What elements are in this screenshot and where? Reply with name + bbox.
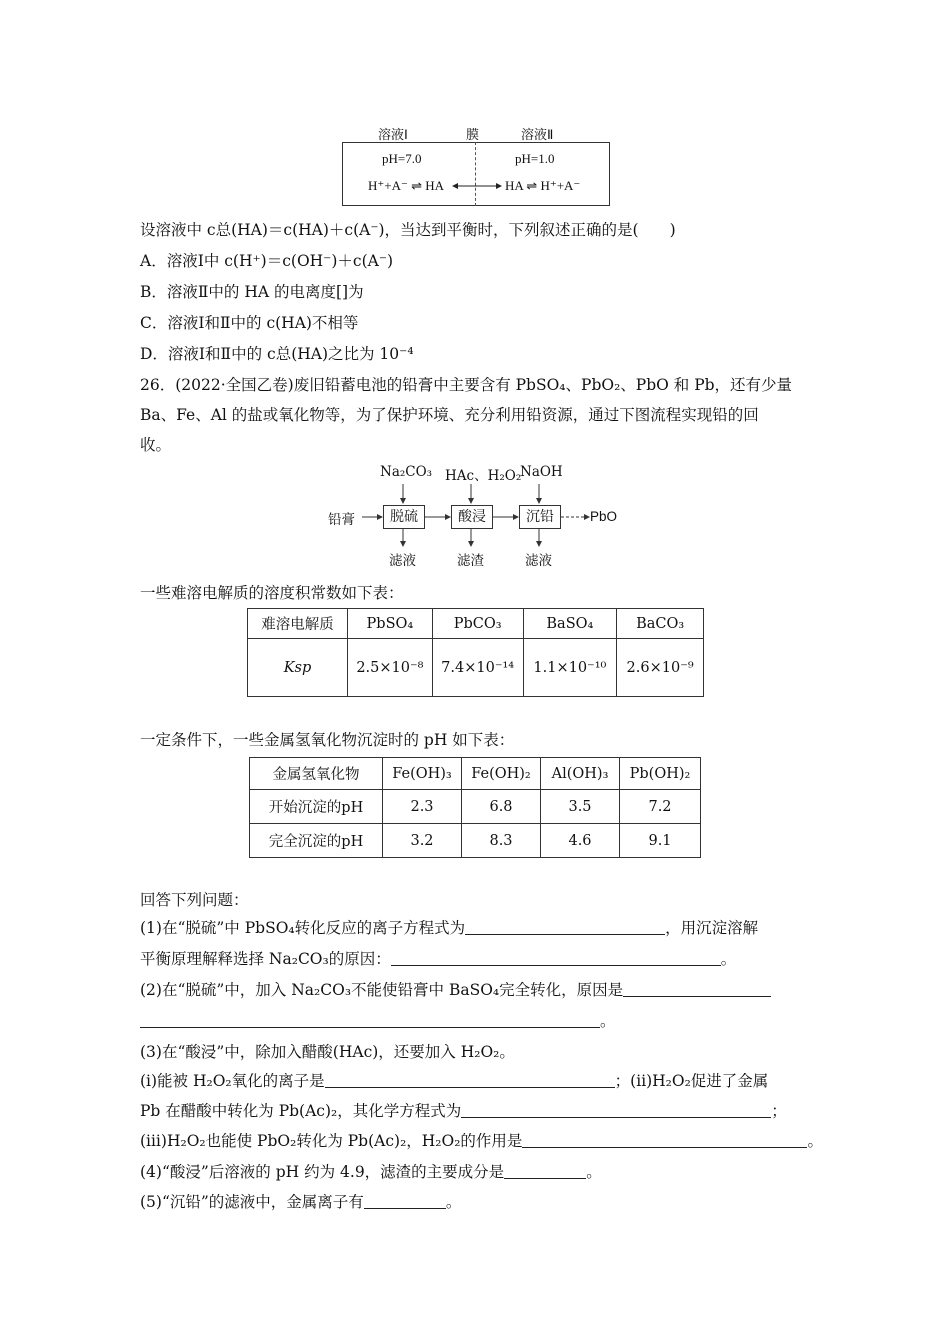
answer-blank[interactable] — [325, 1073, 615, 1088]
ph-header-cell: Pb(OH)₂ — [620, 758, 701, 790]
ph-header-cell: Fe(OH)₂ — [462, 758, 541, 790]
ph-value-cell: 6.8 — [462, 790, 541, 824]
ph-right: pH=1.0 — [515, 151, 555, 166]
ksp-header-cell: 难溶电解质 — [248, 609, 348, 639]
answer-blank[interactable] — [461, 1103, 771, 1118]
period: 。 — [720, 950, 737, 968]
question-2-line-1 — [140, 980, 771, 1000]
q5-text: (5)“沉铅”的滤液中，金属离子有 — [140, 1193, 364, 1211]
q3ii-text-b: Pb 在醋酸中转化为 Pb(Ac)₂，其化学方程式为 — [140, 1102, 462, 1120]
flow-arrows-icon — [360, 482, 592, 552]
ksp-header-cell: PbCO₃ — [432, 609, 523, 639]
question-3: (3)在“酸浸”中，除加入醋酸(HAc)，还要加入 H₂O₂。 — [140, 1043, 515, 1061]
output-filtrate-1: 滤液 — [389, 553, 416, 569]
membrane-line — [475, 142, 476, 206]
input-hac-h2o2: HAc、H₂O₂ — [445, 468, 522, 484]
answer-blank[interactable] — [623, 982, 771, 997]
question-3-iii — [140, 1131, 823, 1151]
equilibrium-right: HA ⇌ H⁺+A⁻ — [505, 178, 581, 193]
ksp-intro: 一些难溶电解质的溶度积常数如下表： — [140, 584, 404, 602]
ksp-value-cell: 1.1×10⁻¹⁰ — [523, 639, 617, 697]
q4-text: (4)“酸浸”后溶液的 pH 约为 4.9，滤渣的主要成分是 — [140, 1163, 505, 1181]
solution-1-label: 溶液Ⅰ — [378, 127, 408, 142]
equilibrium-left: H⁺+A⁻ ⇌ HA — [368, 178, 445, 193]
ksp-table — [247, 608, 704, 697]
solution-2-label: 溶液Ⅱ — [521, 127, 554, 142]
end-pbo: PbO — [590, 509, 618, 524]
ph-row-start — [250, 790, 701, 824]
question-3-i — [140, 1071, 768, 1091]
ph-left: pH=7.0 — [382, 151, 422, 166]
answer-blank[interactable] — [364, 1194, 446, 1209]
ksp-header-row — [248, 609, 704, 639]
semicolon: ； — [771, 1102, 787, 1120]
question-1-line-1 — [140, 918, 758, 938]
q3iii-text: (ⅲ)H₂O₂也能使 PbO₂转化为 Pb(Ac)₂，H₂O₂的作用是 — [140, 1132, 523, 1150]
answer-blank[interactable] — [140, 1013, 600, 1028]
ksp-header-cell: PbSO₄ — [348, 609, 433, 639]
step-acid-leach: 酸浸 — [451, 505, 493, 529]
period: 。 — [600, 1012, 616, 1030]
q1-text-c: 平衡原理解释选择 Na₂CO₃的原因： — [140, 950, 391, 968]
ksp-row-label: Ksp — [248, 639, 348, 697]
input-naoh: NaOH — [520, 464, 563, 480]
period: 。 — [807, 1132, 823, 1150]
step-lead-precipitation: 沉铅 — [519, 505, 561, 529]
answer-blank[interactable] — [504, 1164, 586, 1179]
question-3-ii — [140, 1101, 787, 1121]
q26-line-3: 收。 — [140, 436, 172, 454]
q3i-text: (ⅰ)能被 H₂O₂氧化的离子是 — [140, 1072, 325, 1090]
ph-row-label: 开始沉淀的pH — [250, 790, 383, 824]
start-lead-paste: 铅膏 — [328, 512, 355, 528]
double-arrow-icon — [452, 180, 502, 192]
question-4 — [140, 1162, 602, 1182]
q25-option-d: D．溶液Ⅰ和Ⅱ中的 c总(HA)之比为 10⁻⁴ — [140, 345, 414, 363]
question-1-line-2 — [140, 949, 736, 969]
ph-value-cell: 3.5 — [541, 790, 620, 824]
ph-header-cell: Fe(OH)₃ — [383, 758, 462, 790]
ph-header-cell: 金属氢氧化物 — [250, 758, 383, 790]
q25-option-a: A．溶液Ⅰ中 c(H⁺)＝c(OH⁻)＋c(A⁻) — [140, 252, 394, 270]
ph-header-row — [250, 758, 701, 790]
period: 。 — [586, 1163, 602, 1181]
ksp-value-cell: 7.4×10⁻¹⁴ — [432, 639, 523, 697]
ph-intro: 一定条件下，一些金属氢氧化物沉淀时的 pH 如下表： — [140, 731, 515, 749]
q26-line-2: Ba、Fe、Al 的盐或氧化物等，为了保护环境、充分利用铅资源，通过下图流程实现铅的回 — [140, 406, 759, 424]
step-desulfurization: 脱硫 — [383, 505, 425, 529]
ph-value-cell: 3.2 — [383, 824, 462, 858]
q25-option-b: B．溶液Ⅱ中的 HA 的电离度[]为 — [140, 283, 364, 301]
ph-row-complete — [250, 824, 701, 858]
ksp-header-cell: BaCO₃ — [617, 609, 704, 639]
ksp-value-cell: 2.6×10⁻⁹ — [617, 639, 704, 697]
q25-stem: 设溶液中 c总(HA)＝c(HA)＋c(A⁻)，当达到平衡时，下列叙述正确的是( ) — [140, 221, 676, 239]
ksp-value-row — [248, 639, 704, 697]
ph-table — [249, 757, 701, 858]
questions-intro: 回答下列问题： — [140, 891, 249, 909]
period: 。 — [445, 1193, 462, 1211]
q1-text: (1)在“脱硫”中 PbSO₄转化反应的离子方程式为 — [140, 919, 466, 937]
ph-value-cell: 4.6 — [541, 824, 620, 858]
answer-blank[interactable] — [465, 920, 665, 935]
input-na2co3: Na₂CO₃ — [380, 464, 433, 480]
output-filtrate-2: 滤液 — [525, 553, 552, 569]
ph-value-cell: 8.3 — [462, 824, 541, 858]
membrane-label: 膜 — [466, 127, 480, 142]
q3ii-text: ；(ⅱ)H₂O₂促进了金属 — [614, 1072, 769, 1090]
output-residue: 滤渣 — [457, 553, 484, 569]
ph-header-cell: Al(OH)₃ — [541, 758, 620, 790]
answer-blank[interactable] — [522, 1133, 807, 1148]
q26-line-1: 26．(2022·全国乙卷)废旧铅蓄电池的铅膏中主要含有 PbSO₄、PbO₂、PbO 和 Pb，还有少量 — [140, 376, 793, 394]
q25-option-c: C．溶液Ⅰ和Ⅱ中的 c(HA)不相等 — [140, 314, 359, 332]
ph-value-cell: 7.2 — [620, 790, 701, 824]
q1-text-b: ，用沉淀溶解 — [665, 919, 759, 937]
answer-blank[interactable] — [391, 951, 721, 966]
ph-value-cell: 9.1 — [620, 824, 701, 858]
ph-value-cell: 2.3 — [383, 790, 462, 824]
ksp-header-cell: BaSO₄ — [523, 609, 617, 639]
q2-text: (2)在“脱硫”中，加入 Na₂CO₃不能使铅膏中 BaSO₄完全转化，原因是 — [140, 981, 624, 999]
ksp-value-cell: 2.5×10⁻⁸ — [348, 639, 433, 697]
question-5 — [140, 1192, 461, 1212]
question-2-line-2 — [140, 1011, 616, 1031]
ph-row-label: 完全沉淀的pH — [250, 824, 383, 858]
